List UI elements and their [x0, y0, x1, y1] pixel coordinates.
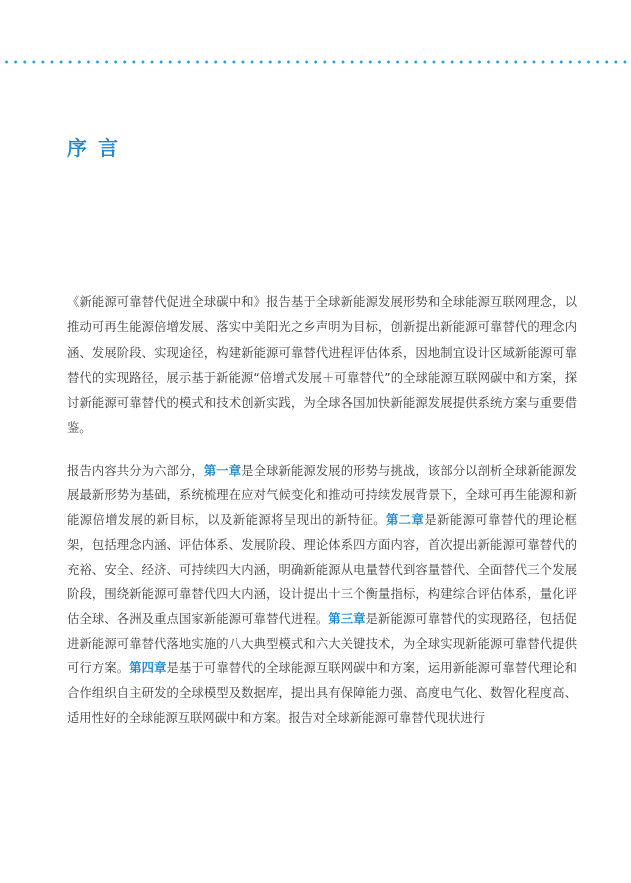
chapter-4-text: 是基于可靠替代的全球能源互联网碳中和方案，运用新能源可靠替代理论和合作组织自主研发的全球模型及数据库，提出具有保障能力强、高度电气化、数智化程度高、适用性好的全球能源互联网碳中和方案。报告对全球新能源可靠替代现状进行 — [67, 661, 577, 725]
chapter-3-label: 第三章 — [328, 612, 366, 626]
structure-intro: 报告内容共分为六部分， — [67, 463, 204, 478]
chapter-2-label: 第二章 — [386, 513, 425, 528]
chapter-1-text: 是全球新能源发展的形势与挑战，该部分以剖析全球新能源发展最新形势为基础，系统梳理在应对气候变化和推动可持续发展背景下，全球可再生能源和新能源倍增发展的新目标，以及新能源将呈现出的新特征。 — [67, 463, 577, 528]
dotted-divider — [0, 60, 631, 64]
body-text — [67, 290, 577, 731]
chapter-3-text: 是新能源可靠替代的实现路径，包括促进新能源可靠替代落地实施的八大典型模式和六大关键技术，为全球实现新能源可靠替代提供可行方案。 — [67, 612, 577, 676]
paragraph-structure — [67, 459, 577, 731]
chapter-2-text: 是新能源可靠替代的理论框架，包括理念内涵、评估体系、发展阶段、理论体系四方面内容，首次提出新能源可靠替代的充裕、安全、经济、可持续四大内涵，明确新能源从电量替代到容量替代、全面替代三个发展阶段，围绕新能源可靠替代四大内涵，设计提出十三个衡量指标，构建综合评估体系，量化评估全球、各洲及重点国家新能源可靠替代进程。 — [67, 513, 577, 626]
chapter-1-label: 第一章 — [203, 463, 242, 478]
paragraph-intro: 《新能源可靠替代促进全球碳中和》报告基于全球新能源发展形势和全球能源互联网理念，以推动可再生能源倍增发展、落实中美阳光之乡声明为目标，创新提出新能源可靠替代的理念内涵、发展阶段、实现途径，构建新能源可靠替代进程评估体系，因地制宜设计区域新能源可靠替代的实现路径，展示基于新能源“倍增式发展＋可靠替代”的全球能源互联网碳中和方案，探讨新能源可靠替代的模式和技术创新实践，为全球各国加快新能源发展提供系统方案与重要借鉴。 — [67, 295, 577, 436]
chapter-4-label: 第四章 — [129, 661, 167, 676]
page-title: 序言 — [67, 136, 129, 160]
